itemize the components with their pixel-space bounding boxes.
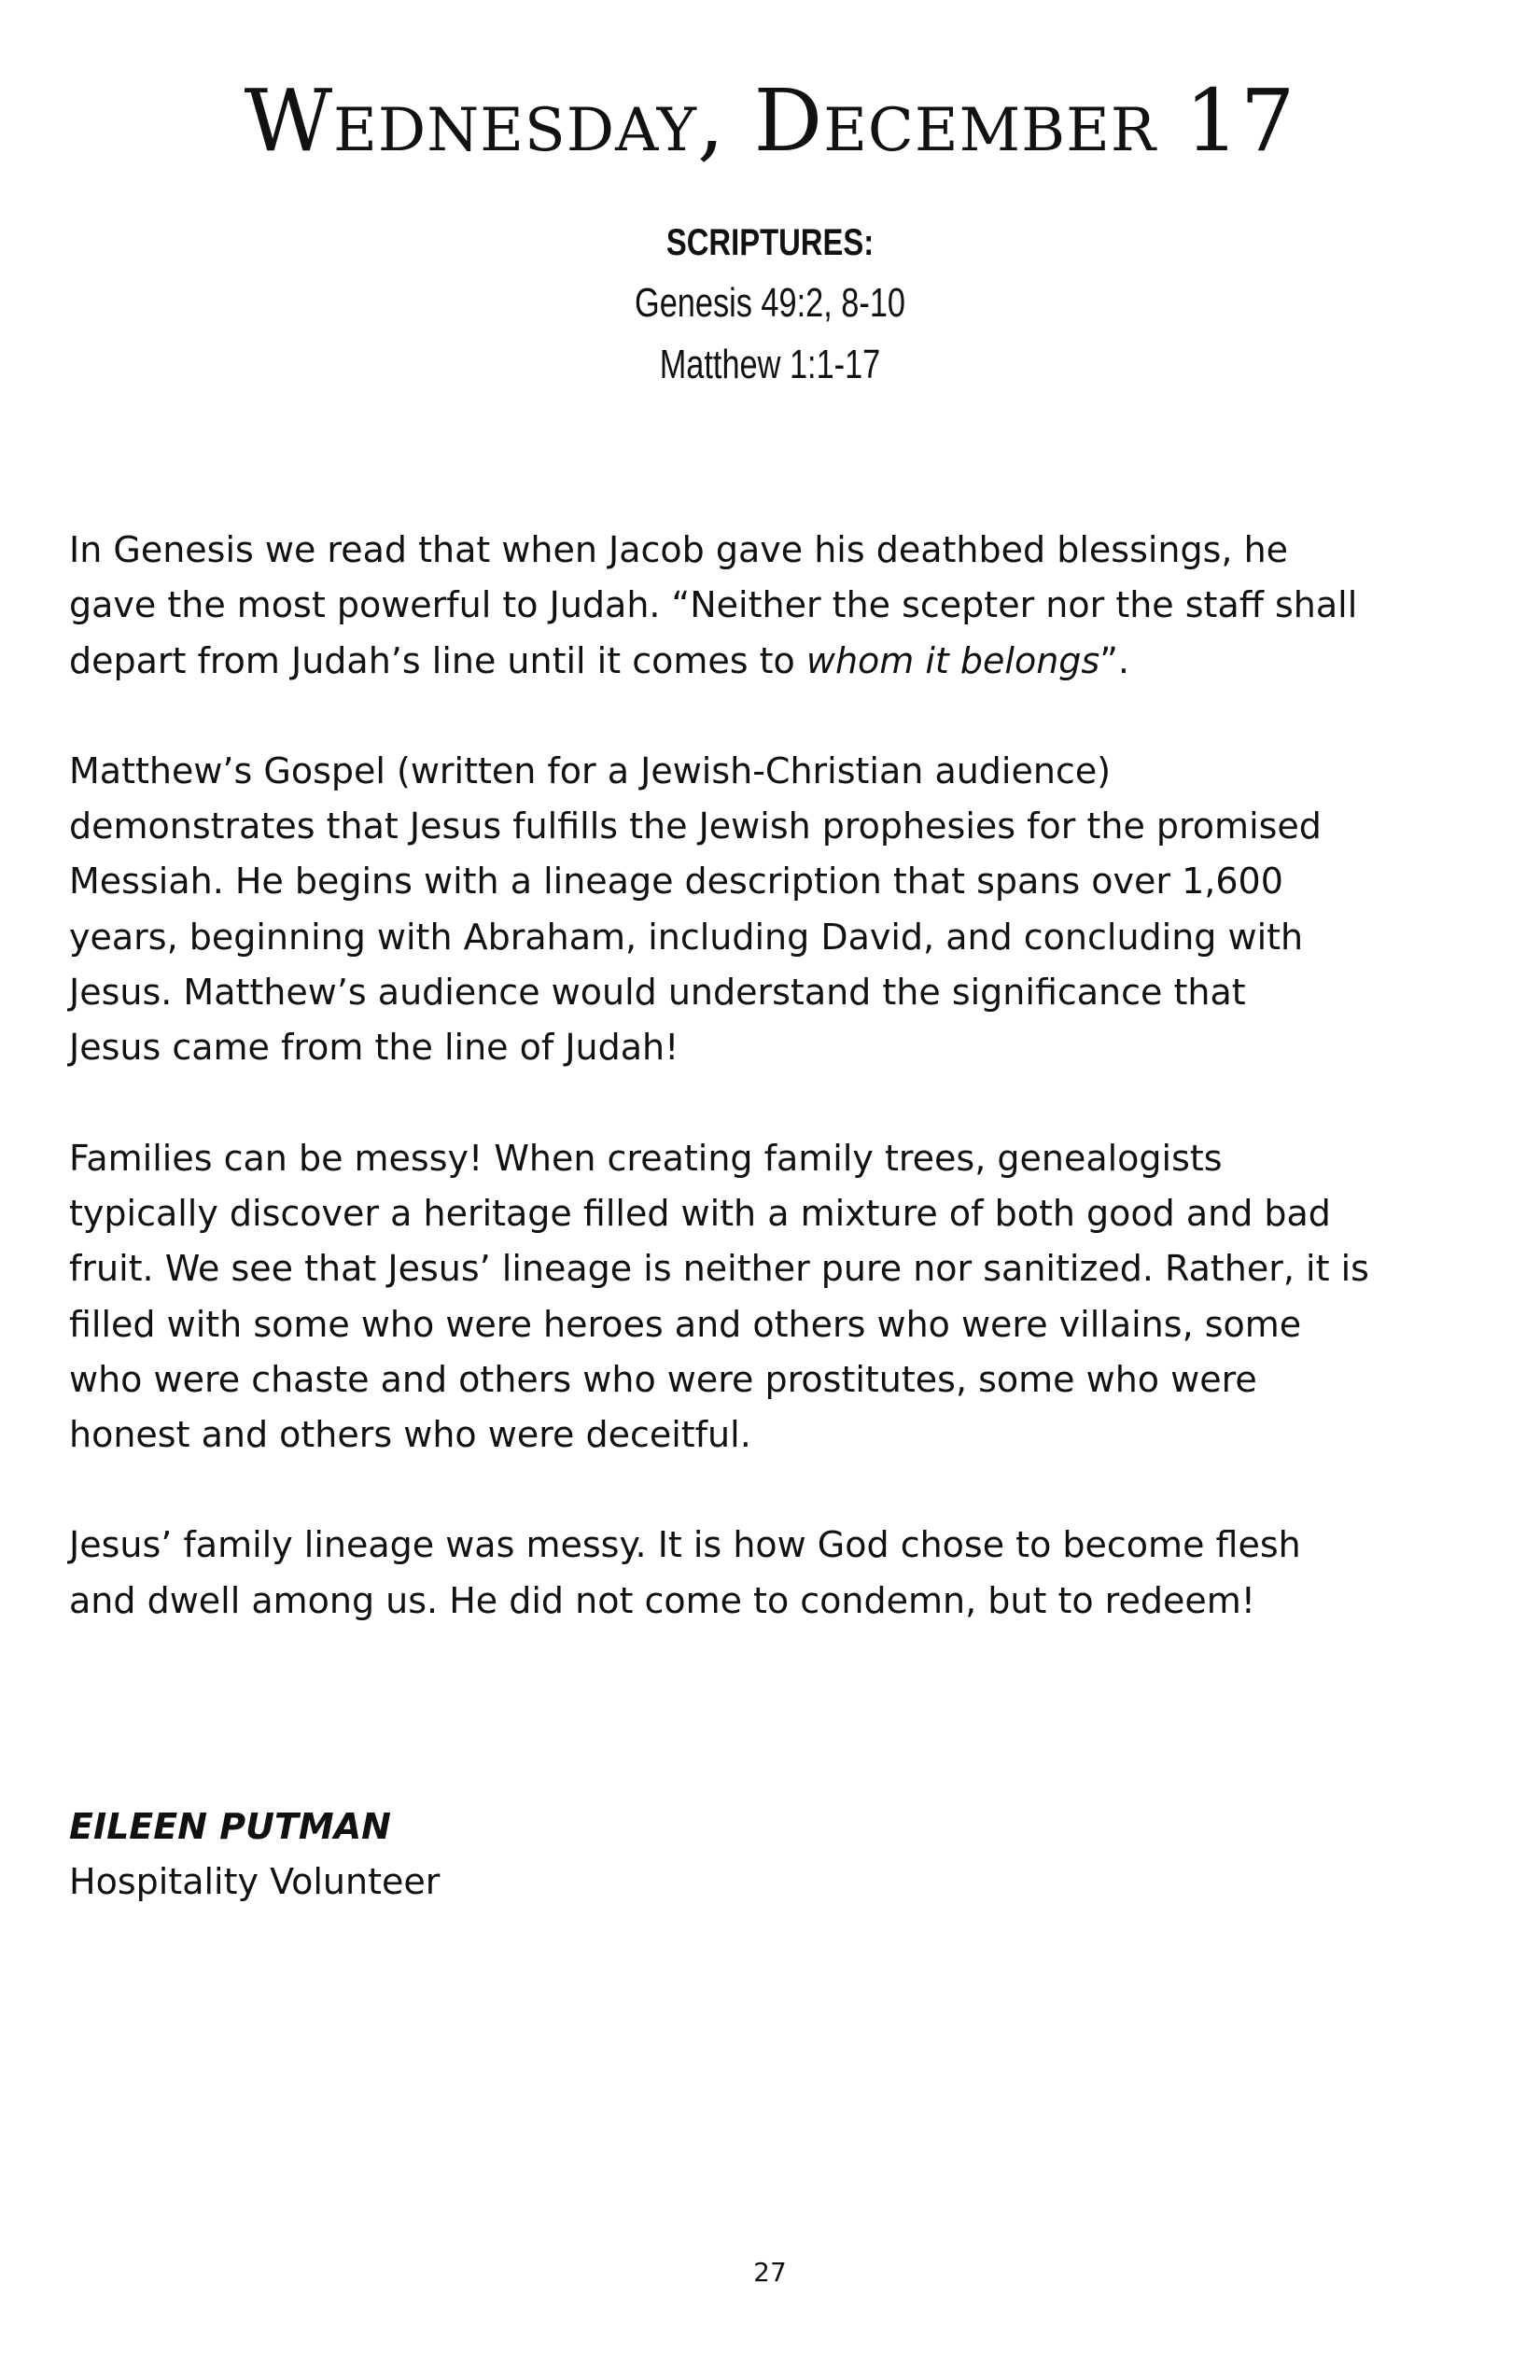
text-line: gave the most powerful to Judah. “Neither the scepter nor the staff shall — [69, 584, 1358, 626]
author-role: Hospitality Volunteer — [69, 1861, 441, 1902]
text-line: years, beginning with Abraham, including David, and concluding with — [69, 916, 1304, 958]
text-line: demonstrates that Jesus fulfills the Jewish prophesies for the promised — [69, 805, 1322, 847]
text-line: Messiah. He begins with a lineage description that spans over 1,600 — [69, 861, 1283, 903]
text-line: Matthew’s Gospel (written for a Jewish-Christian audience) — [69, 749, 1112, 791]
paragraph — [69, 1518, 1488, 1629]
text-line: and dwell among us. He did not come to condemn, but to redeem! — [69, 1579, 1255, 1621]
paragraph — [69, 744, 1488, 1076]
devotional-body — [69, 523, 1488, 1684]
scriptures-label: SCRIPTURES: — [665, 222, 875, 263]
text-run: depart from Judah’s line until it comes to — [69, 639, 806, 681]
text-line: typically discover a heritage filled with a mixture of both good and bad — [69, 1192, 1331, 1234]
text-line: fruit. We see that Jesus’ lineage is neither pure nor sanitized. Rather, it is — [69, 1248, 1369, 1290]
author-name: EILEEN PUTMAN — [69, 1806, 391, 1847]
paragraph — [69, 1131, 1488, 1463]
paragraph — [69, 523, 1488, 689]
author-block — [69, 1799, 440, 1910]
italic-phrase: whom it belongs — [805, 639, 1100, 681]
text-line — [69, 634, 1488, 689]
text-line: Families can be messy! When creating family trees, genealogists — [69, 1137, 1223, 1179]
text-line: Jesus’ family lineage was messy. It is how God chose to become flesh — [69, 1524, 1301, 1566]
text-line: filled with some who were heroes and others who were villains, some — [69, 1303, 1302, 1345]
text-line: Jesus. Matthew’s audience would understand the significance that — [69, 972, 1246, 1014]
scripture-reference: Genesis 49:2, 8-10 — [634, 280, 905, 326]
text-line: In Genesis we read that when Jacob gave his deathbed blessings, he — [69, 529, 1289, 570]
text-line: Jesus came from the line of Judah! — [69, 1027, 679, 1069]
scriptures-block — [0, 213, 1540, 396]
scripture-reference: Matthew 1:1-17 — [659, 342, 881, 387]
text-line: honest and others who were deceitful. — [69, 1414, 751, 1456]
page-title: Wednesday, December 17 — [244, 71, 1296, 171]
text-line: who were chaste and others who were prostitutes, some who were — [69, 1358, 1257, 1400]
text-run: ”. — [1099, 639, 1129, 681]
page-number: 27 — [753, 2257, 787, 2288]
